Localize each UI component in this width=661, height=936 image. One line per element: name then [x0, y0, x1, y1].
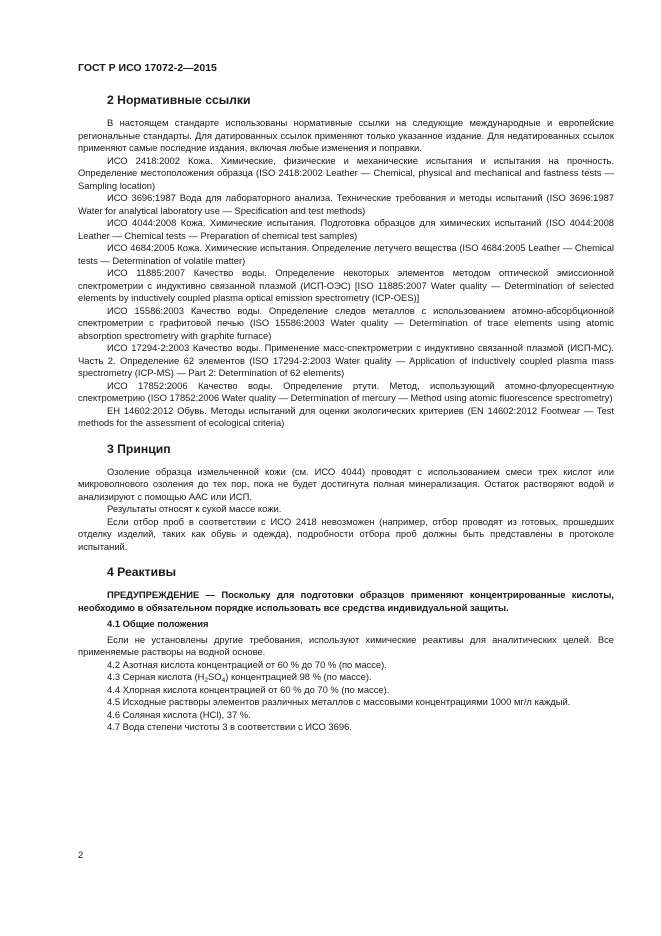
principle-paragraph: Результаты относят к сухой массе кожи. — [107, 503, 282, 514]
subsection-4-1-title: 4.1 Общие положения — [107, 618, 209, 629]
section-4-title: 4 Реактивы — [107, 565, 177, 579]
reference-item: ИСО 17294-2:2003 Качество воды. Применение масс-спектрометрии с индуктивно связанной плазмой (ИСП-МС). Часть 2. Определение 62 элементов (ISO 17294-2:2003 Water quality — Application of inductively coupled plasma mass spectrometry (ICP-MS) — Part 2: Determination of 62 elements) — [78, 342, 614, 378]
reagent-item: 4.2 Азотная кислота концентрацией от 60 % до 70 % (по массе). — [107, 658, 387, 670]
warning-paragraph: ПРЕДУПРЕЖДЕНИЕ — Поскольку для подготовки образцов применяют концентрированные кислоты, необходимо в обязательном порядке использовать все средства индивидуальной защиты. — [78, 589, 614, 613]
reference-item: ИСО 15586:2003 Качество воды. Определение следов металлов с использованием атомно-абсорбционной спектрометрии с графитовой печью (ISO 15586:2003 Water quality — Determination of trace elements using atomic absorption spectrometry with graphite furnace) — [78, 304, 614, 341]
page-number: 2 — [78, 850, 84, 861]
reference-item: ИСО 17852:2006 Качество воды. Определение ртути. Метод, использующий атомно-флуоресцентную спектрометрию (ISO 17852:2006 Water quality — Determination of mercury — Method using atomic fluorescence spectrometry) — [78, 379, 614, 403]
reagent-item: 4.6 Соляная кислота (HCl), 37 %. — [107, 708, 251, 720]
reagent-item: 4.7 Вода степени чистоты 3 в соответствии с ИСО 3696. — [107, 721, 352, 732]
reference-item: ИСО 4684:2005 Кожа. Химические испытания. Определение летучего вещества (ISO 4684:2005 Leather — Chemical tests — Determination of volatile matter) — [78, 242, 614, 266]
reagent-item: 4.4 Хлорная кислота концентрацией от 60 % до 70 % (по массе). — [107, 683, 390, 695]
principle-paragraph: Если отбор проб в соответствии с ИСО 2418 невозможен (например, отбор проводят из готовых, прошедших отделку изделий, таких как обувь и одежда), подробности отбора проб должны быть представлены в протоколе испытаний. — [78, 515, 614, 552]
reference-item: ИСО 4044:2008 Кожа. Химические испытания. Подготовка образцов для химических испытаний (ISO 4044:2008 Leather — Chemical tests — Preparation of chemical test samples) — [78, 217, 614, 241]
reference-item: ЕН 14602:2012 Обувь. Методы испытаний для оценки экологических критериев (EN 14602:2012 Footwear — Test methods for the assessment of ecological criteria) — [78, 404, 614, 428]
page-content — [78, 93, 614, 734]
document-header: ГОСТ Р ИСО 17072-2—2015 — [78, 62, 217, 74]
section-2-intro: В настоящем стандарте использованы нормативные ссылки на следующие международные и европейские региональные стандарты. Для датированных ссылок применяют только указанное издание. Для недатированных ссылок применяют самые последние издания, включая любые изменения и поправки. — [78, 117, 614, 153]
reagent-item: 4.5 Исходные растворы элементов различных металлов с массовыми концентрациями 1000 мг/л каждый. — [107, 696, 571, 707]
section-2-title: 2 Нормативные ссылки — [107, 93, 251, 107]
reagent-item: 4.3 Серная кислота $(H_2SO_4)$ концентрацией 98 % (по массе). — [107, 671, 372, 684]
general-paragraph: Если не установлены другие требования, используют химические реактивы для аналитических целей. Все применяемые растворы на водной основе. — [78, 633, 614, 657]
reference-item: ИСО 2418:2002 Кожа. Химические, физические и механические испытания и испытания на прочность. Определение местоположения образца (ISO 2418:2002 Leather — Chemical, physical and mechanical and fastness tests — Sampling location) — [78, 154, 614, 191]
principle-paragraph: Озоление образца измельченной кожи (см. ИСО 4044) проводят с использованием смеси трех кислот или микроволнового озоления до тех пор, пока не будет достигнута полная минерализация. Остаток растворяют водой и анализируют с помощью ААС или ИСП. — [78, 465, 614, 502]
reference-item: ИСО 11885:2007 Качество воды. Определение некоторых элементов методом оптической эмиссионной спектрометрии с индуктивно связанной плазмой (ИСП-ОЭС) [ISO 11885:2007 Water quality — Determination of selected elements by inductively coupled plasma optical emission spectrometry (ICP-OES)] — [78, 267, 614, 303]
reference-item: ИСО 3696:1987 Вода для лабораторного анализа. Технические требования и методы испытаний (ISO 3696:1987 Water for analytical laboratory use — Specification and test methods) — [78, 192, 614, 216]
section-3-title: 3 Принцип — [107, 441, 171, 456]
